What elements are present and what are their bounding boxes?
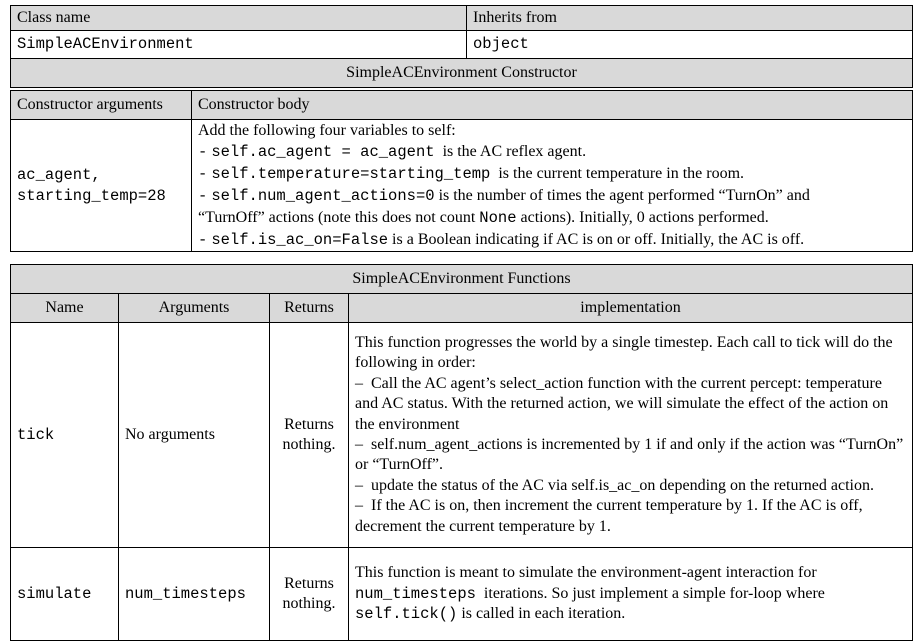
tick-args: No arguments	[119, 323, 270, 548]
ctor-body-line-ac-agent: - self.ac_agent = ac_agent is the AC reflex agent.	[198, 143, 587, 161]
simulate-args: num_timesteps	[119, 548, 270, 641]
ctor-args-value	[11, 120, 192, 252]
tick-impl-step-4: – If the AC is on, then increment the current temperature by 1. If the AC is off, decrement the current temperature by 1.	[355, 497, 863, 535]
ctor-body-intro: Add the following four variables to self:	[198, 122, 456, 139]
ctor-body-line-num-actions-cont: “TurnOff” actions (note this does not count None actions). Initially, 0 actions performed.	[198, 209, 769, 227]
class-name-header: Class name	[11, 6, 467, 31]
class-definition-table	[10, 5, 913, 88]
col-args-header: Arguments	[119, 294, 270, 323]
ctor-body-line-is-ac-on: - self.is_ac_on=False is a Boolean indicating if AC is on or off. Initially, the AC is off.	[198, 231, 805, 249]
tick-implementation	[349, 323, 913, 548]
constructor-title: SimpleACEnvironment Constructor	[11, 59, 913, 88]
simulate-returns: Returns nothing.	[270, 548, 349, 641]
tick-name: tick	[11, 323, 119, 548]
tick-returns: Returns nothing.	[270, 323, 349, 548]
table-row	[11, 323, 913, 548]
functions-title: SimpleACEnvironment Functions	[11, 265, 913, 294]
inherits-header: Inherits from	[467, 6, 913, 31]
ctor-body-header: Constructor body	[192, 91, 913, 120]
class-name-value: SimpleACEnvironment	[11, 31, 467, 59]
ctor-arg-ac-agent: ac_agent,	[17, 166, 101, 184]
simulate-name: simulate	[11, 548, 119, 641]
functions-table	[10, 264, 913, 641]
ctor-arg-starting-temp: starting_temp=28	[17, 186, 166, 205]
tick-impl-step-1: – Call the AC agent’s select_action function with the current percept: temperature and AC status. With the returned action, we will simulate the effect of the action on the environment	[355, 374, 889, 433]
tick-impl-step-2: – self.num_agent_actions is incremented by 1 if and only if the action was “TurnOn” or “TurnOff”.	[355, 436, 904, 474]
inherits-value: object	[467, 31, 913, 59]
tick-impl-step-3: – update the status of the AC via self.is_ac_on depending on the returned action.	[355, 476, 874, 494]
ctor-args-header: Constructor arguments	[11, 91, 192, 120]
ctor-body-line-temperature: - self.temperature=starting_temp is the current temperature in the room.	[198, 165, 745, 183]
ctor-body-line-num-actions: - self.num_agent_actions=0 is the number of times the agent performed “TurnOn” and	[198, 187, 810, 205]
simulate-implementation: This function is meant to simulate the environment-agent interaction for num_timesteps iterations. So just implement a simple for-loop where self.tick() is called in each iteration.	[349, 548, 913, 641]
ctor-body	[192, 120, 913, 252]
table-row	[11, 548, 913, 641]
col-impl-header: implementation	[349, 294, 913, 323]
col-returns-header: Returns	[270, 294, 349, 323]
constructor-table	[10, 90, 913, 252]
tick-impl-intro: This function progresses the world by a single timestep. Each call to tick will do the following in order:	[355, 333, 893, 372]
col-name-header: Name	[11, 294, 119, 323]
